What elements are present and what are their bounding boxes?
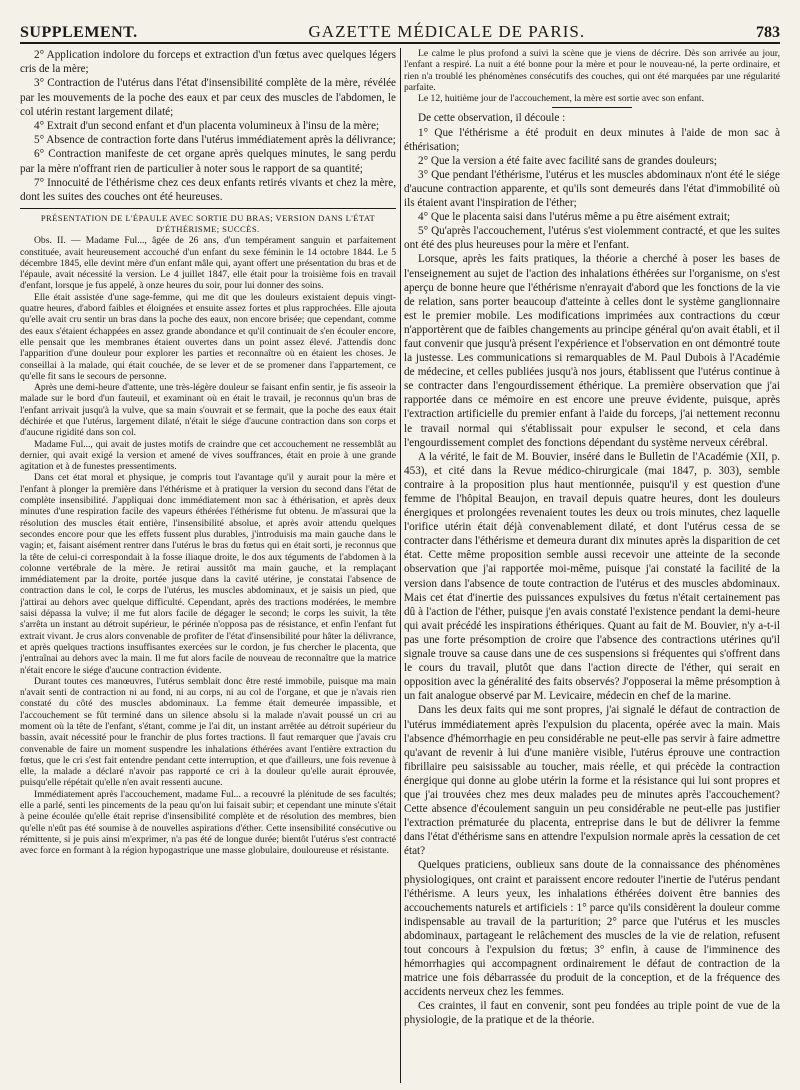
paragraph: Durant toutes ces manœuvres, l'utérus semblait donc être resté immobile, puisque ma main n'avait senti de contraction ni au fond, ni au corps, ni au col de l'organe, et que je n'avais rien constaté du côté des muscles abdominaux. La femme était demeurée impassible, et l'accouchement se fût terminé dans un silence absolu si la malade n'avait poussé un cri au moment où la tête de l'enfant, s'étant, comme je l'ai dit, un instant arrêtée au détroit supérieur du bassin, avait nécessité pour le franchir de plus fortes tractions. Il faut remarquer que j'avais cru convenable de faire un moment suspendre les inhalations éthérées avant l'entière extraction du fœtus, que le cri s'est fait entendre pendant cette interruption, et que d'ailleurs, une fois revenue à elle, la malade a déclaré n'avoir pas rapporté ce cri à la douleur qu'elle aurait éprouvée, puisqu'elle répétait qu'elle n'en avait ressenti aucune. xyxy=(20,675,396,789)
conclusion-item: 4° Que le placenta saisi dans l'utérus même a pu être aisément extrait; xyxy=(418,211,731,224)
intro-list xyxy=(20,48,396,204)
observation-end xyxy=(404,48,780,104)
paragraph: Dans les deux faits qui me sont propres, j'ai signalé le défaut de contraction de l'utérus immédiatement après l'expulsion du placenta, opérée avec la main. Mais l'absence d'hémorrhagie en peu considérable ne peut-elle pas servir à faire admettre qu'avant de revenir à lui d'une manière visible, l'utérus éprouve une contraction fibrillaire peu saisissable au toucher, mais réelle, et qui précède la contraction énergique qui donne au globe utérin la forme et la résistance qui lui sont propres et que j'ai trouvées chez mes deux malades peu de minutes après l'accouchement? Cette absence d'écoulement sanguin un peu considérable ne peut-elle pas justifier l'extraction prématurée du placenta, entreprise dans le but de délivrer la femme dans l'état d'éthérisme sans en attendre l'expulsion normale après la cessation de cet état? xyxy=(404,704,780,858)
conclusion-item: 1° Que l'éthérisme a été produit en deux minutes à l'aide de mon sac à éthérisation; xyxy=(404,126,780,153)
page-number: 783 xyxy=(756,24,780,41)
conclusion-item: 3° Que pendant l'éthérisme, l'utérus et les muscles abdominaux n'ont été le siége d'aucune contraction apparente, et qu'ils sont demeurés dans l'état d'immobilité où ils étaient avant l'inspiration de l'éther; xyxy=(404,168,780,210)
right-column xyxy=(404,48,780,1083)
paragraph: Madame Ful..., qui avait de justes motifs de craindre que cet accouchement ne ressemblât au dernier, qui avait exigé la version et amené de vives souffrances, était en proie à une grande agitation et à de funestes pressentiments. xyxy=(20,438,396,473)
paragraph: Ces craintes, il faut en convenir, sont peu fondées au triple point de vue de la physiologie, de la pratique et de la théorie. xyxy=(404,1000,780,1027)
section-title-line-2: D'ÉTHÉRISME; SUCCÈS. xyxy=(156,224,260,235)
intro-item: 4° Extrait d'un second enfant et d'un placenta volumineux à l'insu de la mère; xyxy=(34,120,380,133)
paragraph: Quelques praticiens, oublieux sans doute de la connaissance des phénomènes physiologiques, ont craint et paraissent encore redouter l'inertie de l'utérus pendant l'éthérisme. A leurs yeux, les inhalations éthérées doivent être bannies des accouchements naturels et artificiels : 1° parce qu'ils considèrent la douleur comme indispensable au travail de la parturition; 2° parce que l'utérus et les muscles abdominaux, partageant le relâchement des muscles de la vie de relation, refusent tout concours à l'expulsion du fœtus; 3° enfin, à cause de l'imminence des hémorrhagies qui accompagnent ordinairement le défaut de contraction de la matrice une fois débarrassée du produit de la conception, et de la fréquence des accidents nerveux chez les femmes. xyxy=(404,859,780,999)
paragraph: Le 12, huitième jour de l'accouchement, la mère est sortie avec son enfant. xyxy=(418,93,704,105)
paragraph: Après une demi-heure d'attente, une très-légère douleur se faisant enfin sentir, je fis asseoir la malade sur le bord d'un fauteuil, et examinant où en était le travail, je reconnus qu'un bras de l'enfant arrivait jusqu'à la vulve, que sa main s'ouvrait et se fermait, que la poche des eaux était déchirée et que l'utérus, largement dilaté, n'était le siége d'aucune contraction dans son corps et d'aucune rigidité dans son col. xyxy=(20,382,396,439)
section-divider xyxy=(20,208,396,209)
conclusion-item: 2° Que la version a été faite avec facilité sans de grandes douleurs; xyxy=(418,154,717,167)
paragraph: Immédiatement après l'accouchement, madame Ful... a recouvré la plénitude de ses facultés; elle a parlé, senti les pincements de la peau qu'on lui faisait subir; et cependant une minute s'était à peine écoulée qu'elle était reprise d'insensibilité complète et de résolution des membres, bien qu'elle n'eût pas été soumise à de nouvelles aspirations d'éther. Cette insensibilité consécutive ou rémittente, si je puis ainsi m'exprimer, n'a pas été de longue durée; bientôt l'utérus s'est contracté avec force en formant à la région hypogastrique une masse globulaire, douloureuse et résistante. xyxy=(20,788,396,857)
intro-item: 2° Application indolore du forceps et extraction d'un fœtus avec quelques légers cris de la mère; xyxy=(20,49,396,76)
conclusions xyxy=(404,111,780,1027)
journal-title: GAZETTE MÉDICALE DE PARIS. xyxy=(308,22,586,41)
paragraph: Elle était assistée d'une sage-femme, qui me dit que les douleurs existaient depuis vingt-quatre heures, d'abord faibles et éloignées et ensuite assez fortes et plus rapprochées. Elle ajouta qu'elle avait cru sentir un bras dans la poche des eaux, non encore brisée; que cependant, comme des eaux s'étaient échappées en assez grande abondance et qu'il continuait de s'en écouler encore, elle pensait que les membranes étaient ouvertes dans un point assez élevé. J'attendis donc l'apparition d'une douleur pour explorer les parties et reconnaître où en étaient les choses. Je conseillai à la malade, qui était couchée, de se lever et de se promener dans l'appartement, ce qu'elle fit sans le secours de personne. xyxy=(20,291,396,382)
paragraph: Dans cet état moral et physique, je compris tout l'avantage qu'il y aurait pour la mère et l'enfant à plonger la première dans l'éthérisme et à pratiquer la version du second dans l'état de complète insensibilité. J'appliquai donc immédiatement mon sac à éthérisation, et après deux minutes d'une respiration facile des vapeurs éthérées l'éthérisme fut obtenu. Je m'assurai que la résolution des muscles était entière, l'insensibilité absolue, et après avoir attendu quelques secondes encore pour que les effets fussent plus durables, j'introduisis ma main gauche dans le vagin; et, faisant aisément rentrer dans l'utérus le bras du fœtus qui en était sorti, je reconnus que la tête de celui-ci correspondait à la fosse iliaque droite, le dos aux téguments de l'abdomen à la colonne vertébrale de la mère. Je retirai aussitôt ma main gauche, et la remplaçant immédiatement par la droite, portée jusque dans la cavité utérine, je constatai l'absence de contraction dans le col, le corps de l'utérus, les muscles abdominaux, et je saisis un pied, que j'attirai au dehors avec quelque difficulté. Cependant, après des tractions modérées, le membre saisi dépassa la vulve; il me fut alors facile de dégager le second; le corps les suivit, la tête s'arrêta un instant au détroit supérieur, le périnée n'opposa pas de résistance, et enfin l'enfant fut extrait vivant. Je crus alors convenable de profiter de l'état d'insensibilité pour hâter la délivrance, et après quelques tractions insuffisantes exercées sur le cordon, je fus chercher le placenta, que j'entraînai au dehors avec la main. Il me fut alors facile de nouveau de reconnaître que la matrice n'était encore le siége d'aucune contraction évidente. xyxy=(20,472,396,676)
intro-item: 3° Contraction de l'utérus dans l'état d'insensibilité complète de la mère, révélée par les mouvements de la poche des eaux et par ceux des muscles de l'abdomen, le col utérin restant largement dilaté; xyxy=(20,77,396,118)
column-divider xyxy=(400,48,401,1083)
intro-item: 5° Absence de contraction forte dans l'utérus immédiatement après la délivrance; xyxy=(34,134,396,147)
conclusion-item: 5° Qu'après l'accouchement, l'utérus s'est violemment contracté, et que les suites ont été des plus heureuses pour la mère et l'enfant. xyxy=(404,225,780,252)
paragraph: A la vérité, le fait de M. Bouvier, inséré dans le Bulletin de l'Académie (XII, p. 453), et cité dans la Revue médico-chirurgicale (mai 1847, p. 303), semble contraire à la proposition plus haut mentionnée, puisqu'il y est question d'une femme de l'hôpital Beaujon, en travail depuis quatre heures, dont les douleurs énergiques et prolongées revenaient toutes les deux ou trois minutes, chez laquelle l'orifice utérin était déjà convenablement dilaté, et dont l'utérus cessa de se contracter dans l'éthérisme et demeura durant dix minutes après la disparition de cet état. Cette même proposition semble aussi recevoir une atteinte de la seconde observation que j'ai rapportée moi-même, puisque j'ai constaté la facilité de la version dans l'absence de toute contraction de l'utérus et des muscles abdominaux. Mais cet état d'inertie des puissances expulsives du fœtus n'était certainement pas dû à l'action de l'éther, puisque j'en avais constaté l'existence pendant la demi-heure qui avait précédé les inspirations éthériques. Quant au fait de M. Bouvier, n'y a-t-il pas une forte présomption de croire que l'absence des contractions utérines qu'il signale trouve sa cause dans une de ces suspensions si fréquentes qui s'offrent dans le cours du travail, plutôt que dans l'action directe de l'éther, qui serait en opposition avec la généralité des faits observés? J'opposerai la même présomption à un fait analogue observé par M. Levicaire, médecin en chef de la marine. xyxy=(404,450,780,703)
page-header xyxy=(20,14,780,44)
section-title-line-1: PRÉSENTATION DE L'ÉPAULE AVEC SORTIE DU BRAS; VERSION DANS L'ÉTAT xyxy=(40,213,376,224)
intro-item: 6° Contraction manifeste de cet organe après quelques minutes, le sang perdu par la mère n'offrant rien de particulier à noter sous le rapport de sa quantité; xyxy=(20,148,396,175)
intro-item: 7° Innocuité de l'éthérisme chez ces deux enfants retirés vivants et chez la mère, dont les suites des couches ont été heureuses. xyxy=(20,176,396,204)
short-divider xyxy=(552,107,632,108)
supplement-label: SUPPLEMENT. xyxy=(20,24,138,41)
paragraph: Le calme le plus profond a suivi la scène que je viens de décrire. Dès son arrivée au jour, l'enfant a respiré. La nuit a été bonne pour la mère et pour le nouveau-né, la perte ordinaire, et rien n'a troublé les phénomènes consécutifs des couches, qui ont été marquées par une régularité parfaite. xyxy=(404,48,780,93)
left-column xyxy=(20,48,396,1083)
paragraph: Obs. II. — Madame Ful..., âgée de 26 ans, d'un tempérament sanguin et parfaitement constituée, avait heureusement accouché d'un enfant du sexe féminin le 14 octobre 1844. Le 5 décembre 1845, elle devint mère d'un enfant mâle qui, ayant offert une présentation du bras et de l'épaule, avait nécessité la version. Le 4 juillet 1847, elle était pour la troisième fois en travail d'enfant, lorsque je fus appelé, à onze heures du soir, pour lui donner des soins. xyxy=(20,235,396,292)
two-column-body xyxy=(20,48,780,1083)
conclusions-intro: De cette observation, il découle : xyxy=(418,112,566,125)
paragraph: Lorsque, après les faits pratiques, la théorie a cherché à poser les bases de l'enseignement au sujet de l'action des inhalations éthérées sur l'organisme, on s'est aperçu de bonne heure que l'éthérisme n'enrayait d'abord que les fonctions de la vie de relation, sans porter beaucoup d'atteinte à celles dont le système ganglionnaire est le premier mobile. Les modifications imprimées aux contractions du cœur n'apportèrent que de faibles changements au principe général qu'on avait établi, et il faut convenir que jusqu'à présent l'expérience et l'observation en ont démontré toute la justesse. Les communications si remarquables de M. Paul Dubois à l'Académie de médecine, et celles publiées jusqu'à nos jours, établissent que l'utérus continue à se contracter dans l'engourdissement éthérique. La première observation que j'ai rapportée dans ce mémoire en est encore une preuve évidente, puisque, après l'extraction artificielle du premier enfant à l'aide du forceps, j'ai nettement reconnu le travail normal qui s'établissait pour expulser le second, et cela dans l'engourdissement complet des fonctions dépendant du système nerveux cérébral. xyxy=(404,253,780,449)
observation-text xyxy=(20,235,396,856)
